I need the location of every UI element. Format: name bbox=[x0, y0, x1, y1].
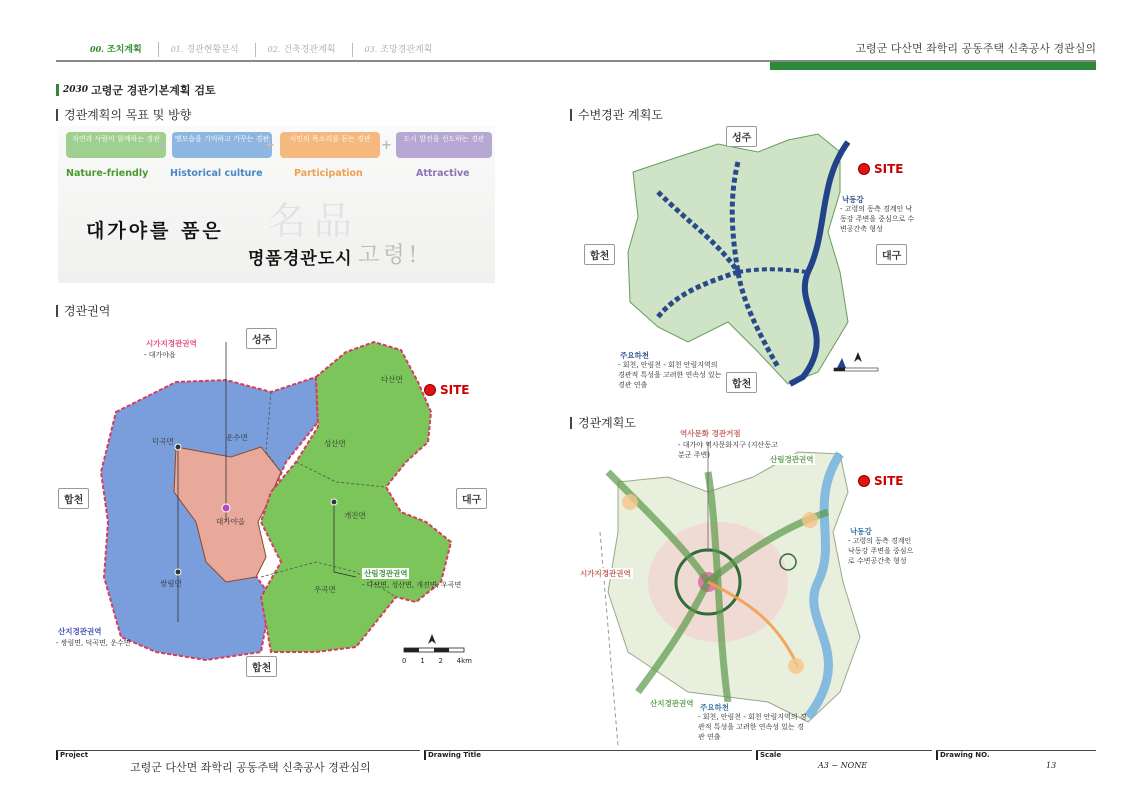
site-label: SITE bbox=[440, 383, 470, 397]
arrow-east-label: 대구 bbox=[876, 244, 907, 265]
scale-tick: 1 bbox=[420, 657, 425, 665]
stream-title: 주요하천 bbox=[700, 703, 729, 712]
heading-marker bbox=[56, 305, 58, 317]
tab-architecture-landscape[interactable]: 02. 건축경관계획 bbox=[256, 43, 353, 57]
zone-mountain-label: 산림경관권역 bbox=[770, 455, 814, 464]
urban-center-marker bbox=[222, 504, 230, 512]
region-label: 쌍림면 bbox=[160, 579, 182, 588]
river-text: - 고령의 동측 경계인 낙동강 주변을 중심으로 수변공간축 형성 bbox=[848, 537, 914, 565]
zone-urban-desc: - 대가야읍 bbox=[144, 351, 176, 359]
river-map bbox=[578, 122, 918, 402]
stream-legend-text: - 회천, 안림천 - 회천 안림지역의 경관적 특성을 고려한 연속성 있는 경관 연출 bbox=[618, 361, 722, 389]
title-block-drawing-title bbox=[424, 750, 752, 776]
goals-heading bbox=[56, 106, 191, 123]
scale-label: Scale bbox=[756, 751, 781, 760]
region-label: 덕곡면 bbox=[152, 437, 174, 446]
site-marker bbox=[858, 163, 870, 175]
title-block-project bbox=[56, 750, 420, 776]
drawing-title-label: Drawing Title bbox=[424, 751, 481, 760]
scale-bar-segment bbox=[434, 648, 449, 652]
section-title: 고령군 경관기본계획 검토 bbox=[91, 84, 216, 97]
node-circle bbox=[802, 512, 818, 528]
zone-hill-label: 산지경관권역 bbox=[650, 699, 694, 708]
project-value: 고령군 다산면 좌학리 공동주택 신축공사 경관심의 bbox=[130, 761, 371, 774]
site-marker bbox=[424, 384, 436, 396]
zone-map-heading bbox=[56, 302, 110, 319]
section-tabs bbox=[90, 42, 448, 57]
site-label: SITE bbox=[874, 162, 904, 176]
scale-labels bbox=[402, 656, 472, 666]
slogan-line-2: 명품경관도시 bbox=[248, 249, 353, 269]
section-heading bbox=[56, 82, 216, 98]
region-label: 개진면 bbox=[344, 511, 366, 520]
tab-action-plan[interactable]: 00. 조치계획 bbox=[90, 42, 159, 57]
region-marker bbox=[175, 569, 181, 575]
river-legend-title: 낙동강 bbox=[842, 195, 864, 204]
plan-map bbox=[578, 429, 918, 746]
slogan-line-3: 고령! bbox=[358, 243, 422, 268]
zone-mountain-desc: - 쌍림면, 덕곡면, 운수면 bbox=[56, 639, 131, 647]
drawing-no-label: Drawing NO. bbox=[936, 751, 990, 760]
title-block bbox=[56, 750, 1096, 780]
goal-box-participation: 시민의 목소리를 듣는 경관 bbox=[280, 132, 380, 158]
project-label: Project bbox=[56, 751, 88, 760]
goal-box-nature: 자연과 사람이 함께하는 경관 bbox=[66, 132, 166, 158]
heading-marker bbox=[570, 109, 572, 121]
river-title: 낙동강 bbox=[850, 527, 872, 536]
region-label: 우곡면 bbox=[314, 585, 336, 594]
north-arrow-icon bbox=[428, 634, 436, 644]
site-label: SITE bbox=[874, 474, 904, 488]
slogan-ghost-text: 名品 bbox=[268, 199, 361, 243]
plus-icon: + bbox=[264, 138, 275, 153]
hub-text: - 대가야 역사문화지구 (지산동고분군 주변) bbox=[678, 441, 778, 459]
scale-bar-segment bbox=[404, 648, 419, 652]
arrow-east-label: 대구 bbox=[456, 488, 487, 509]
project-title: 고령군 다산면 좌학리 공동주택 신축공사 경관심의 bbox=[855, 42, 1096, 55]
zone-forest-title: 산림경관권역 bbox=[364, 569, 408, 578]
region-label: 대가야읍 bbox=[216, 517, 245, 526]
header-accent-bar bbox=[770, 62, 1096, 70]
river-legend-text: - 고령의 동측 경계인 낙동강 주변을 중심으로 수변공간축 형성 bbox=[840, 205, 915, 233]
section-year: 2030 bbox=[63, 85, 89, 95]
arrow-south-label: 합천 bbox=[726, 372, 757, 393]
goal-box-history: 옛모습을 기억하고 가꾸는 경관 bbox=[172, 132, 272, 158]
scale-tick: 0 bbox=[402, 657, 407, 665]
tab-view-landscape[interactable]: 03. 조망경관계획 bbox=[364, 44, 433, 55]
hub-title: 역사문화 경관거점 bbox=[680, 429, 741, 438]
arrow-south-label: 합천 bbox=[246, 656, 277, 677]
plus-icon: + bbox=[381, 138, 392, 153]
heading-marker bbox=[570, 417, 572, 429]
plus-icon: + bbox=[156, 138, 167, 153]
arrow-north-label: 성주 bbox=[726, 126, 757, 147]
zone-forest-desc: - 다산면, 성산면, 개진면, 우곡면 bbox=[362, 581, 462, 589]
drawing-no-value: 13 bbox=[1046, 761, 1057, 770]
stream-legend-title: 주요하천 bbox=[620, 351, 649, 360]
region-label: 다산면 bbox=[381, 375, 403, 384]
arrow-north-label: 성주 bbox=[246, 328, 277, 349]
river-map-heading bbox=[570, 106, 663, 123]
heading-marker bbox=[56, 84, 59, 96]
goal-box-attractive: 도시 발전을 선도하는 경관 bbox=[396, 132, 492, 158]
site-marker bbox=[858, 475, 870, 487]
scale-value: A3 − NONE bbox=[818, 761, 868, 770]
slogan-line-1: 대가야를 품은 bbox=[86, 220, 224, 242]
river-map-title: 수변경관 계획도 bbox=[578, 108, 663, 122]
node-circle bbox=[622, 494, 638, 510]
goals-title: 경관계획의 목표 및 방향 bbox=[64, 108, 192, 122]
arrow-west-label: 합천 bbox=[584, 244, 615, 265]
page-header bbox=[56, 38, 1096, 60]
goal-label-nature: Nature-friendly bbox=[66, 168, 149, 179]
zone-urban-label: 시가지경관권역 bbox=[580, 569, 631, 578]
goal-label-participation: Participation bbox=[294, 168, 363, 179]
plan-map-heading bbox=[570, 414, 636, 431]
tab-landscape-analysis[interactable]: 01. 경관현황분석 bbox=[159, 43, 256, 57]
goal-label-history: Historical culture bbox=[170, 168, 263, 179]
heading-marker bbox=[56, 109, 58, 121]
title-block-drawing-no bbox=[936, 750, 1096, 776]
title-block-scale bbox=[756, 750, 932, 776]
scale-bar-segment bbox=[834, 368, 845, 371]
region-marker bbox=[331, 499, 337, 505]
region-label: 성산면 bbox=[324, 439, 346, 448]
zone-map bbox=[56, 322, 496, 742]
stream-text: - 회천, 안림천 - 회천 안림지역의 경관적 특성을 고려한 연속성 있는 경관 연출 bbox=[698, 713, 807, 741]
node-circle bbox=[788, 658, 804, 674]
zone-map-title: 경관권역 bbox=[64, 304, 111, 318]
region-marker bbox=[175, 444, 181, 450]
arrow-west-label: 합천 bbox=[58, 488, 89, 509]
zone-mountain-title: 산지경관권역 bbox=[58, 627, 102, 636]
vision-panel bbox=[58, 126, 495, 283]
zone-urban-title: 시가지경관권역 bbox=[146, 339, 197, 348]
plan-map-title: 경관계획도 bbox=[578, 416, 636, 430]
scale-tick: 4km bbox=[456, 657, 472, 665]
goal-label-attractive: Attractive bbox=[416, 168, 470, 179]
scale-tick: 2 bbox=[438, 657, 443, 665]
north-arrow-icon bbox=[854, 352, 862, 362]
region-label: 운수면 bbox=[226, 433, 248, 442]
